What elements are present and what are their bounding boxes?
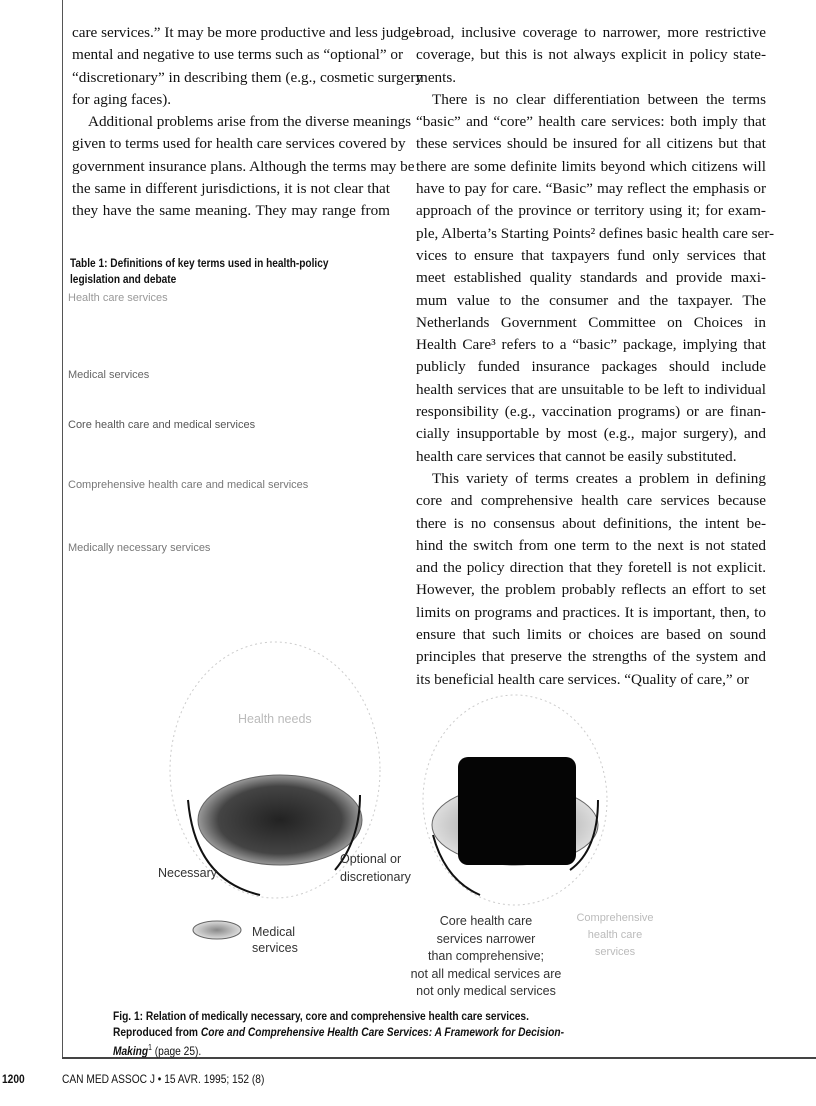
text-line: coverage, but this is not always explicit in policy state- [416, 46, 766, 64]
figure-label-line: not only medical services [416, 984, 556, 998]
label-comprehensive [560, 910, 670, 961]
page-number: 1200 [2, 1072, 25, 1086]
text-line: There is no clear differentiation between the terms [432, 90, 766, 108]
text-line: there is no consensus about definitions, the intent be- [416, 514, 766, 532]
text-line: government insurance plans. Although the terms may be [72, 157, 415, 175]
text-line: publicly funded insurance packages should include [416, 358, 766, 376]
text-line: they have the same meaning. They may range from [72, 202, 390, 220]
text-line: there are some definite limits beyond which citizens will [416, 157, 766, 175]
label-necessary: Necessary [158, 866, 218, 880]
text-line: “basic” and “core” health care services: both imply that [416, 113, 766, 131]
figure-label-line: services [594, 946, 636, 958]
table-term: Comprehensive health care and medical services [68, 479, 309, 491]
table-term: Medically necessary services [68, 542, 211, 554]
text-line: care services.” It may be more productive and less judge- [72, 24, 421, 41]
figure-label-line: services narrower [436, 931, 536, 946]
text-line: mental and negative to use terms such as “optional” or [72, 46, 404, 64]
text-line: broad, inclusive coverage to narrower, more restrictive [416, 24, 766, 41]
table-term: Medical services [68, 369, 150, 381]
text-line: principles that preserve the strengths of the system and [416, 648, 766, 666]
text-line: have to pay for care. “Basic” may reflect the emphasis or [416, 180, 766, 198]
text-line: meet established quality standards and provide maxi- [416, 269, 766, 287]
table-title: Table 1: Definitions of key terms used in health-policy legislation and debate [70, 258, 329, 286]
text-line: vices to ensure that taxpayers fund only services that [416, 246, 766, 264]
text-line: the same in different jurisdictions, it is not clear that [72, 180, 390, 198]
label-core-services [396, 913, 576, 1001]
figure-label-line: than comprehensive; [427, 949, 545, 963]
figure-label-line: Comprehensive [576, 912, 654, 924]
label-discretionary: discretionary [340, 870, 411, 884]
text-line: Netherlands Government Committee on Choices in [416, 313, 766, 331]
core-services-square [458, 757, 576, 865]
legend-services: services [252, 941, 298, 955]
text-line: However, the problem probably reflects an effort to set [416, 581, 766, 599]
text-line: cially insupportable by most (e.g., major surgery), and [416, 425, 766, 443]
legend-ellipse [193, 921, 241, 939]
label-optional: Optional or [340, 852, 402, 866]
text-line: ple, Alberta’s Starting Points² defines basic health care ser- [416, 224, 775, 242]
figure-label-line: not all medical services are [410, 966, 562, 981]
caption-source-title: Core and Comprehensive Health Care Services: A Framework for Decision-Making [113, 1025, 565, 1058]
medical-services-ellipse [198, 775, 362, 865]
text-line: core and comprehensive health care services because [416, 492, 766, 510]
text-line: “discretionary” in describing them (e.g., cosmetic surgery [72, 68, 424, 86]
caption-ref: 1 [148, 1043, 152, 1052]
text-line: This variety of terms creates a problem in defining [432, 469, 766, 487]
text-line: Additional problems arise from the diverse meanings [88, 113, 412, 131]
journal-citation: CAN MED ASSOC J • 15 AVR. 1995; 152 (8) [62, 1072, 265, 1086]
table-term: Core health care and medical services [68, 419, 256, 431]
text-line: health services that are unsuitable to be left to individual [416, 380, 766, 398]
figure-caption [113, 1008, 589, 1059]
text-line: and the policy direction that they foretell is not explicit. [416, 559, 766, 577]
figure-label-line: Core health care [439, 914, 533, 928]
text-line: these services should be insured for all citizens but that [416, 135, 766, 153]
text-line: responsibility (e.g., vaccination programs) or are finan- [416, 403, 766, 421]
text-line: ensure that such limits or choices are based on sound [416, 626, 766, 644]
legend-medical: Medical [252, 925, 296, 939]
text-line: for aging faces). [72, 90, 172, 108]
figure-label-line: health care [587, 929, 643, 941]
text-line: Health Care³ refers to a “basic” package, implying that [416, 336, 766, 354]
text-line: approach of the province or territory using it; for exam- [416, 202, 766, 220]
text-line: given to terms used for health care services covered by [72, 135, 406, 153]
text-line: health care services that cannot be easily substituted. [416, 447, 737, 465]
text-line: mum value to the consumer and the taxpayer. The [416, 291, 766, 309]
caption-page: (page 25). [151, 1044, 202, 1058]
text-line: ments. [416, 68, 457, 86]
table-term: Health care services [68, 292, 168, 304]
text-line: its beneficial health care services. “Quality of care,” or [416, 670, 750, 688]
caption-text: Fig. 1: Relation of medically necessary, core and comprehensive health care services. Reproduced from [113, 1009, 529, 1039]
text-line: hind the switch from one term to the next is not stated [416, 536, 766, 554]
label-health-needs: Health needs [238, 712, 312, 726]
text-line: limits on programs and practices. It is important, then, to [416, 603, 766, 621]
